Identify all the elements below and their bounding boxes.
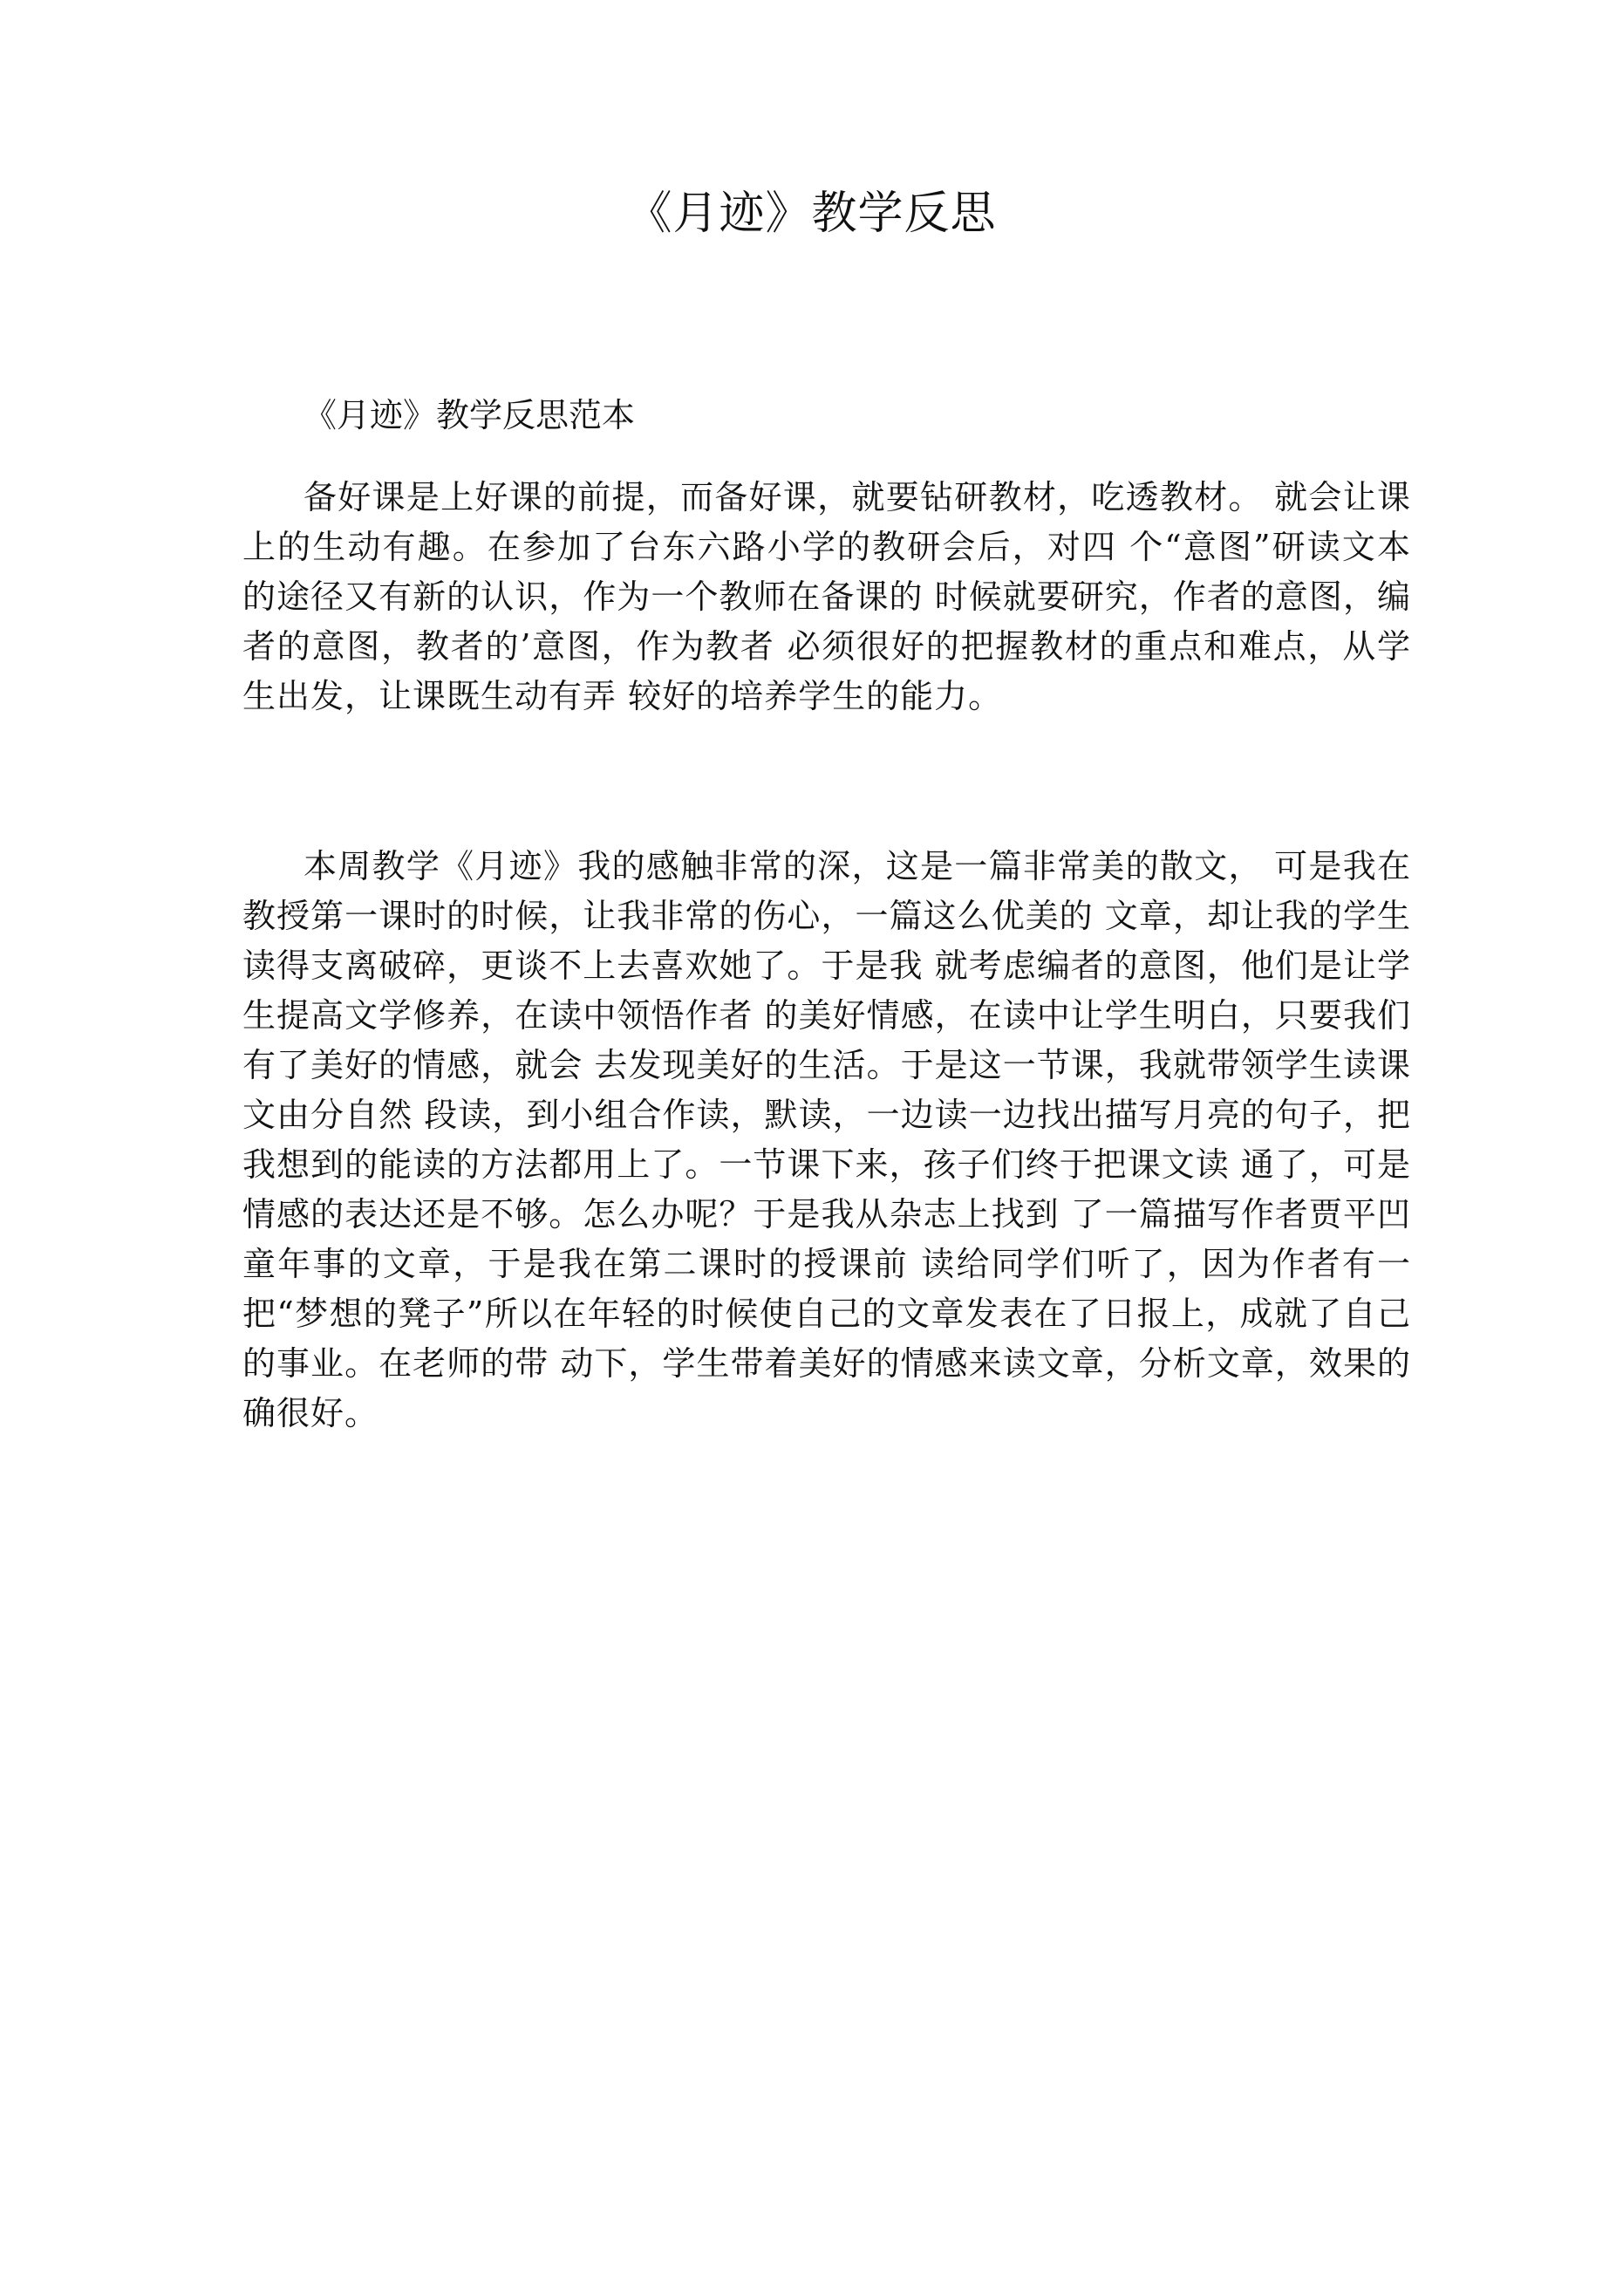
paragraph-teaching-reflection: 本周教学《月迹》我的感触非常的深，这是一篇非常美的散文， 可是我在教授第一课时的时候，让我非常的伤心，一篇这么优美的 文章，却让我的学生读得支离破碎，更谈不上去喜欢她了。于是我 就考虑编者的意图，他们是让学生提高文学修养，在读中领悟作者 的美好情感，在读中让学生明白，只要我们有了美好的情感，就会 去发现美好的生活。于是这一节课，我就带领学生读课文由分自然 段读，到小组合作读，默读，一边读一边找出描写月亮的句子，把 我想到的能读的方法都用上了。一节课下来，孩子们终于把课文读 通了，可是情感的表达还是不够。怎么办呢？于是我从杂志上找到 了一篇描写作者贾平凹童年事的文章，于是我在第二课时的授课前 读给同学们听了，因为作者有一把“梦想的凳子”所以在年轻的时候使自己的文章发表在了日报上，成就了自己的事业。在老师的带 动下，学生带着美好的情感来读文章，分析文章，效果的确很好。	[242, 847, 1411, 1432]
document-body	[242, 391, 1411, 1438]
document-title: 《月迹》教学反思	[626, 188, 997, 240]
document-subtitle: 《月迹》教学反思范本	[303, 396, 636, 434]
paragraph-lesson-preparation: 备好课是上好课的前提，而备好课，就要钻研教材，吃透教材。 就会让课上的生动有趣。在参加了台东六路小学的教研会后，对四 个“意图”研读文本的途径又有新的认识，作为一个教师在备课的 时候就要研究，作者的意图，编者的意图，教者的’意图，作为教者 必须很好的把握教材的重点和难点，从学生出发，让课既生动有弄 较好的培养学生的能力。	[242, 478, 1411, 715]
